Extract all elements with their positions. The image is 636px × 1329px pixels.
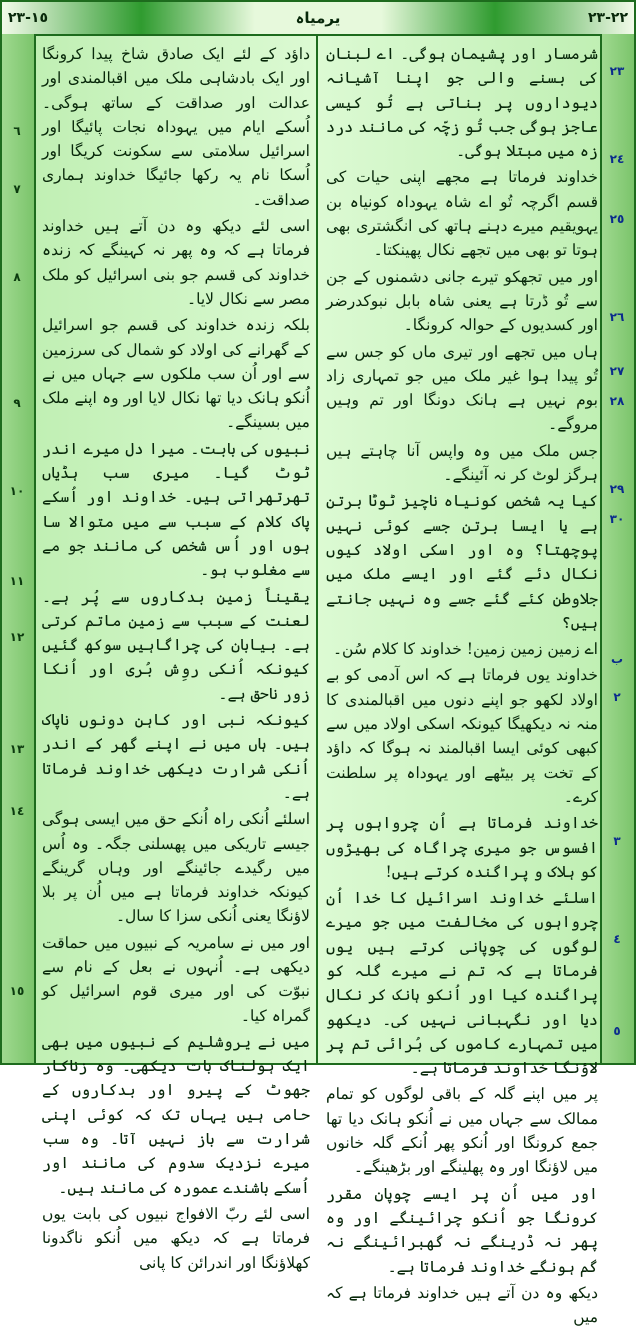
verse-text: اسلئے اُنکی راہ اُنکے حق میں ایسی ہوگی جیسے تاریکی میں پھسلنی جگہ۔ وہ اُس میں رگیدے جائینگے اور وہاں گرینگے کیونکہ خداوند فرماتا ہے میں اُن پر بلا لاؤنگا یعنی اُنکی سزا کا سال۔: [42, 810, 310, 926]
verse-text: اسی لئے ربّ الافواج نبیوں کی بابت یوں فرماتا ہے کہ دیکھ میں اُنکو ناگدونا کھلاؤنگا اور اندرائن کا پانی: [42, 1204, 310, 1272]
verse-text: خداوند یوں فرماتا ہے کہ اس آدمی کو بے اولاد لکھو جو اپنے دنوں میں اقبالمندی کا منہ نہ دیکھیگا کیونکہ اسکی اولاد میں سے کبھی کوئی ایسا اقبالمند نہ ہوگا کہ داؤد کے تخت پر بیٹھے اور یہوداہ پر سلطنت کرے۔: [326, 666, 598, 806]
verse-text: اے زمین زمین زمین! خداوند کا کلام سُن۔: [332, 640, 598, 659]
verse-text: کیا یہ شخص کونیاہ ناچیز ٹوٹا برتن ہے یا ایسا برتن جسے کوئی نہیں پوچھتا؟ وہ اور اسکی اولاد کیوں نکال دئے گئے اور ایسے ملک میں جلاوطن کئے گئے جسے وہ نہیں جانتے ہیں؟: [326, 492, 598, 632]
verse-text: اور میں تجھکو تیرے جانی دشمنوں کے جن سے تُو ڈرتا ہے یعنی شاہ بابل نبوکدرضر اور کسدیوں کے حوالہ کرونگا۔: [326, 267, 598, 335]
verse-text: دیکھ وہ دن آتے ہیں خداوند فرماتا ہے کہ میں: [326, 1283, 598, 1327]
verse-number: ب: [610, 652, 624, 666]
verse-text: شرمسار اور پشیمان ہوگی۔ اے لبنان کی بسنے والی جو اپنا آشیانہ دیوداروں پر بناتی ہے تُو کیسی عاجز ہوگی جب تُو زچّہ کی مانند درد زہ میں مبتلا ہوگی۔: [326, 45, 598, 161]
verse-number: ٢: [613, 690, 621, 704]
verse-number: ٢٧: [609, 364, 625, 378]
verse-text: پر میں اپنے گلہ کے باقی لوگوں کو تمام ممالک سے جہاں میں نے اُنکو ہانک دیا تھا جمع کرونگا اور اُنکو پھر اُنکے گلہ خانوں میں لاؤنگا اور وہ پھلینگے اور بڑھینگے۔: [326, 1085, 598, 1177]
verse-text: اور میں نے سامریہ کے نبیوں میں حماقت دیکھی ہے۔ اُنہوں نے بعل کے نام سے نبوّت کی اور میری قوم اسرائیل کو گمراہ کیا۔: [42, 933, 310, 1025]
verse-text: داؤد کے لئے ایک صادق شاخ پیدا کرونگا اور ایک بادشاہی ملک میں اقبالمندی اور عدالت اور صداقت کے ساتھ ہوگی۔ اُسکے ایام میں یہوداہ نجات پائیگا اور اسرائیل سلامتی سے سکونت کریگا اور اُسکا نام یہ رکھا جائیگا خداوند ہماری صداقت۔: [42, 45, 310, 209]
verse-number: ٣٠: [609, 512, 625, 526]
verse-number: ٣: [613, 834, 621, 848]
verse-number: ١٤: [9, 804, 25, 818]
verse-number: ٨: [13, 270, 21, 284]
verse-text: اسلئے خداوند اسرائیل کا خدا اُن چرواہوں کی مخالفت میں جو میرے لوگوں کی چوپانی کرتے ہیں یوں فرماتا ہے کہ تم نے میرے گلہ کو پراگندہ کیا اور اُنکو ہانک کر نکال دیا اور نگہبانی نہیں کی۔ دیکھو میں تمہارے کاموں کی بُرائی تم پر لاؤنگا خداوند فرماتا ہے۔: [326, 889, 598, 1078]
verse-number: ٢٥: [609, 212, 625, 226]
verse-text: میں نے یروشلیم کے نبیوں میں بھی ایک ہولناک بات دیکھی۔ وہ زناکار جھوٹ کے پیرو اور بدکاروں کے حامی ہیں یہاں تک کہ کوئی اپنی شرارت سے باز نہیں آتا۔ وہ سب میرے نزدیک سدوم کی مانند اور اُسکے باشندے عمورہ کی مانند ہیں۔: [42, 1032, 310, 1197]
verse-text: جس ملک میں وہ واپس آنا چاہتے ہیں ہرگز لوٹ کر نہ آئینگے۔: [326, 441, 598, 485]
book-title: یرمیاہ: [295, 9, 341, 27]
right-text-column: [320, 34, 604, 1327]
verse-number: ١٢: [9, 630, 25, 644]
verse-text: اسی لئے دیکھ وہ دن آتے ہیں خداوند فرماتا ہے کہ وہ پھر نہ کہینگے کہ زندہ خداوند کی قسم جو بنی اسرائیل کو ملک مصر سے نکال لایا۔: [42, 217, 310, 308]
verse-number: ٧: [13, 182, 21, 196]
verse-number: ١٠: [9, 484, 25, 498]
verse-number: ٢٦: [609, 310, 625, 324]
verse-number: ٢٣: [609, 64, 625, 78]
verse-number: ٢٤: [609, 152, 625, 166]
verse-number: ١١: [9, 574, 25, 588]
verse-text: یقیناً زمین بدکاروں سے پُر ہے۔ لعنت کے سبب سے زمین ماتم کرتی ہے۔ بیابان کی چراگاہیں سوکھ گئیں کیونکہ اُنکی روِش بُری اور اُنکا زور ناحق ہے۔: [42, 587, 310, 703]
verse-text: خداوند فرماتا ہے مجھے اپنی حیات کی قسم اگرچہ تُو اے شاہ یہوداہ کونیاہ بن یہویقیم میرے دہنے ہاتھ کی انگشتری بھی ہوتا تو بھی میں تجھے نکال پھینکتا۔: [326, 168, 598, 260]
header-right-reference: ٢٢-٢٣: [588, 10, 628, 26]
header-left-reference: ١٥-٢٣: [8, 10, 48, 26]
verse-text: کیونکہ نبی اور کاہن دونوں ناپاک ہیں۔ ہاں میں نے اپنے گھر کے اندر اُنکی شرارت دیکھی خداوند فرماتا ہے۔: [42, 711, 310, 802]
verse-number: ٢٨: [609, 394, 625, 408]
verse-number: ٤: [613, 932, 621, 946]
verse-number: ١٣: [9, 742, 25, 756]
verse-text: ہاں میں تجھے اور تیری ماں کو جس سے تُو پیدا ہوا غیر ملک میں جو تمہاری زاد بوم نہیں ہے ہانک دونگا اور تم وہیں مروگے۔: [326, 342, 598, 434]
verse-number: ٦: [13, 124, 21, 138]
verse-text: اور میں اُن پر ایسے چوپان مقرر کرونگا جو اُنکو چرائینگے اور وہ پھر نہ ڈرینگے نہ گھبرائینگے نہ گم ہونگے خداوند فرماتا ہے۔: [326, 1184, 598, 1276]
verse-number: ٩: [13, 396, 21, 410]
left-text-column: [36, 34, 318, 1272]
verse-number: ٢٩: [609, 482, 625, 496]
right-verse-rail: [600, 34, 634, 1063]
verse-text: نبیوں کی بابت۔ میرا دل میرے اندر ٹوٹ گیا۔ میری سب ہڈیاں تھرتھراتی ہیں۔ خداوند اور اُسکے پاک کلام کے سبب سے میں متوالا سا ہوں اور اُس شخص کی مانند جو مے سے مغلوب ہو۔: [42, 439, 310, 580]
verse-number: ١٥: [9, 984, 25, 998]
verse-text: بلکہ زندہ خداوند کی قسم جو اسرائیل کے گھرانے کی اولاد کو شمال کی سرزمین سے اور اُن سب ملکوں سے جہاں میں نے اُنکو ہانک دیا تھا نکال لایا اور وہ اپنے ملک میں بسینگے۔: [42, 316, 310, 432]
verse-number: ٥: [613, 1024, 621, 1038]
verse-text: خداوند فرماتا ہے اُن چرواہوں پر افسوس جو میری چراگاہ کی بھیڑوں کو ہلاک و پراگندہ کرتے ہیں!: [326, 814, 598, 881]
left-verse-rail: [2, 34, 36, 1063]
page-header: [2, 2, 634, 36]
